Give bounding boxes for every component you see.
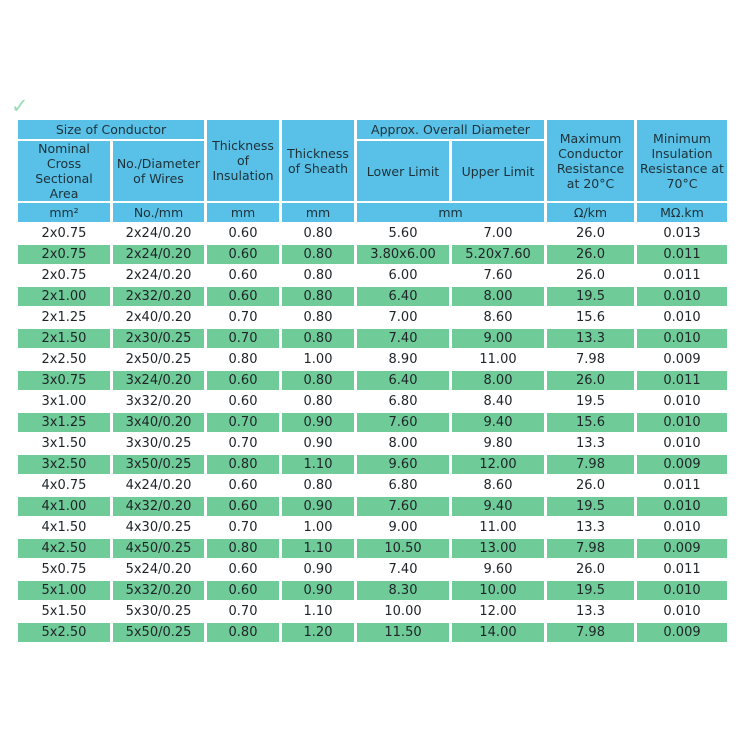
table-row — [18, 602, 727, 621]
cell-thickness-of-insulation: 0.70 — [207, 329, 279, 348]
table-body — [18, 224, 727, 642]
table-row — [18, 329, 727, 348]
unit-resistance: Ω/km — [547, 203, 634, 222]
cell-nominal-cross-sectional-area: 2x0.75 — [18, 266, 110, 285]
cell-no-diameter-of-wires: 2x40/0.20 — [113, 308, 204, 327]
cell-thickness-of-sheath: 0.80 — [282, 371, 354, 390]
cable-spec-table — [15, 118, 730, 644]
cell-max-conductor-resistance: 26.0 — [547, 560, 634, 579]
header-size-of-conductor: Size of Conductor — [18, 120, 204, 139]
cell-upper-limit: 11.00 — [452, 350, 544, 369]
cell-nominal-cross-sectional-area: 3x1.00 — [18, 392, 110, 411]
cell-max-conductor-resistance: 15.6 — [547, 413, 634, 432]
cell-min-insulation-resistance: 0.010 — [637, 329, 727, 348]
cell-max-conductor-resistance: 13.3 — [547, 518, 634, 537]
cell-thickness-of-sheath: 0.80 — [282, 308, 354, 327]
cell-thickness-of-sheath: 0.80 — [282, 476, 354, 495]
cell-thickness-of-sheath: 1.10 — [282, 455, 354, 474]
cell-thickness-of-sheath: 1.10 — [282, 602, 354, 621]
cell-lower-limit: 3.80x6.00 — [357, 245, 449, 264]
cell-thickness-of-sheath: 0.90 — [282, 434, 354, 453]
cell-min-insulation-resistance: 0.010 — [637, 413, 727, 432]
table-row — [18, 266, 727, 285]
cell-upper-limit: 7.00 — [452, 224, 544, 243]
cell-min-insulation-resistance: 0.009 — [637, 350, 727, 369]
cell-lower-limit: 6.40 — [357, 371, 449, 390]
unit-diameter: mm — [357, 203, 544, 222]
cell-thickness-of-sheath: 0.80 — [282, 245, 354, 264]
cell-thickness-of-insulation: 0.60 — [207, 245, 279, 264]
cell-min-insulation-resistance: 0.011 — [637, 560, 727, 579]
header-approx-overall-diameter: Approx. Overall Diameter — [357, 120, 544, 139]
cell-thickness-of-sheath: 0.80 — [282, 392, 354, 411]
unit-insulation: mm — [207, 203, 279, 222]
cell-upper-limit: 9.00 — [452, 329, 544, 348]
cell-thickness-of-sheath: 1.00 — [282, 518, 354, 537]
cell-thickness-of-sheath: 0.90 — [282, 560, 354, 579]
cell-thickness-of-insulation: 0.60 — [207, 560, 279, 579]
cell-lower-limit: 9.60 — [357, 455, 449, 474]
cell-lower-limit: 6.80 — [357, 392, 449, 411]
cell-no-diameter-of-wires: 3x40/0.20 — [113, 413, 204, 432]
cell-no-diameter-of-wires: 2x24/0.20 — [113, 224, 204, 243]
cell-min-insulation-resistance: 0.011 — [637, 266, 727, 285]
cell-no-diameter-of-wires: 3x50/0.25 — [113, 455, 204, 474]
green-checkmark-icon: ✓ — [11, 94, 29, 118]
cell-thickness-of-insulation: 0.60 — [207, 371, 279, 390]
header-upper-limit: Upper Limit — [452, 141, 544, 201]
header-row-groups — [18, 120, 727, 139]
cell-min-insulation-resistance: 0.010 — [637, 581, 727, 600]
cell-no-diameter-of-wires: 4x30/0.25 — [113, 518, 204, 537]
cell-thickness-of-insulation: 0.60 — [207, 581, 279, 600]
cell-max-conductor-resistance: 15.6 — [547, 308, 634, 327]
cell-thickness-of-insulation: 0.60 — [207, 497, 279, 516]
cell-min-insulation-resistance: 0.010 — [637, 518, 727, 537]
table-row — [18, 455, 727, 474]
cell-nominal-cross-sectional-area: 5x1.50 — [18, 602, 110, 621]
cell-min-insulation-resistance: 0.010 — [637, 287, 727, 306]
header-max-conductor-resistance: Maximum Conductor Resistance at 20°C — [547, 120, 634, 201]
cell-thickness-of-sheath: 0.90 — [282, 413, 354, 432]
cell-max-conductor-resistance: 13.3 — [547, 434, 634, 453]
unit-wires: No./mm — [113, 203, 204, 222]
cell-thickness-of-sheath: 1.20 — [282, 623, 354, 642]
cell-upper-limit: 12.00 — [452, 602, 544, 621]
cell-no-diameter-of-wires: 3x32/0.20 — [113, 392, 204, 411]
cell-upper-limit: 13.00 — [452, 539, 544, 558]
cell-thickness-of-insulation: 0.60 — [207, 266, 279, 285]
cell-thickness-of-insulation: 0.70 — [207, 413, 279, 432]
cell-min-insulation-resistance: 0.013 — [637, 224, 727, 243]
cell-min-insulation-resistance: 0.010 — [637, 602, 727, 621]
cell-upper-limit: 8.60 — [452, 308, 544, 327]
cell-no-diameter-of-wires: 4x32/0.20 — [113, 497, 204, 516]
cell-thickness-of-insulation: 0.70 — [207, 434, 279, 453]
cell-min-insulation-resistance: 0.010 — [637, 497, 727, 516]
cell-lower-limit: 6.00 — [357, 266, 449, 285]
cell-nominal-cross-sectional-area: 2x1.00 — [18, 287, 110, 306]
cell-upper-limit: 7.60 — [452, 266, 544, 285]
cell-lower-limit: 10.50 — [357, 539, 449, 558]
cell-nominal-cross-sectional-area: 4x1.00 — [18, 497, 110, 516]
cell-upper-limit: 10.00 — [452, 581, 544, 600]
cell-thickness-of-insulation: 0.70 — [207, 308, 279, 327]
cell-max-conductor-resistance: 7.98 — [547, 455, 634, 474]
cell-upper-limit: 8.60 — [452, 476, 544, 495]
cell-max-conductor-resistance: 19.5 — [547, 287, 634, 306]
cell-thickness-of-insulation: 0.80 — [207, 455, 279, 474]
cell-thickness-of-insulation: 0.70 — [207, 518, 279, 537]
cell-max-conductor-resistance: 13.3 — [547, 602, 634, 621]
cell-lower-limit: 9.00 — [357, 518, 449, 537]
cell-thickness-of-sheath: 0.80 — [282, 266, 354, 285]
cell-nominal-cross-sectional-area: 2x1.50 — [18, 329, 110, 348]
cell-upper-limit: 11.00 — [452, 518, 544, 537]
table-row — [18, 623, 727, 642]
cell-no-diameter-of-wires: 5x30/0.25 — [113, 602, 204, 621]
cell-thickness-of-sheath: 1.10 — [282, 539, 354, 558]
cell-lower-limit: 7.60 — [357, 413, 449, 432]
cell-max-conductor-resistance: 19.5 — [547, 581, 634, 600]
cell-min-insulation-resistance: 0.009 — [637, 539, 727, 558]
cell-nominal-cross-sectional-area: 4x1.50 — [18, 518, 110, 537]
cell-nominal-cross-sectional-area: 2x2.50 — [18, 350, 110, 369]
cell-upper-limit: 5.20x7.60 — [452, 245, 544, 264]
cell-max-conductor-resistance: 26.0 — [547, 476, 634, 495]
table-row — [18, 476, 727, 495]
cell-thickness-of-sheath: 0.80 — [282, 287, 354, 306]
cell-upper-limit: 8.00 — [452, 287, 544, 306]
table-row — [18, 560, 727, 579]
unit-sheath: mm — [282, 203, 354, 222]
cell-thickness-of-sheath: 1.00 — [282, 350, 354, 369]
cell-min-insulation-resistance: 0.010 — [637, 434, 727, 453]
cell-no-diameter-of-wires: 2x50/0.25 — [113, 350, 204, 369]
cell-nominal-cross-sectional-area: 4x2.50 — [18, 539, 110, 558]
cell-upper-limit: 9.60 — [452, 560, 544, 579]
cell-nominal-cross-sectional-area: 5x0.75 — [18, 560, 110, 579]
cell-no-diameter-of-wires: 5x50/0.25 — [113, 623, 204, 642]
cell-min-insulation-resistance: 0.009 — [637, 455, 727, 474]
cell-max-conductor-resistance: 26.0 — [547, 266, 634, 285]
table-row — [18, 539, 727, 558]
cell-nominal-cross-sectional-area: 3x0.75 — [18, 371, 110, 390]
cell-no-diameter-of-wires: 2x24/0.20 — [113, 245, 204, 264]
cell-lower-limit: 8.00 — [357, 434, 449, 453]
cell-nominal-cross-sectional-area: 3x1.50 — [18, 434, 110, 453]
cell-upper-limit: 9.40 — [452, 497, 544, 516]
cell-nominal-cross-sectional-area: 4x0.75 — [18, 476, 110, 495]
table-header — [18, 120, 727, 222]
cell-lower-limit: 11.50 — [357, 623, 449, 642]
cell-max-conductor-resistance: 26.0 — [547, 245, 634, 264]
cell-thickness-of-sheath: 0.90 — [282, 581, 354, 600]
cell-thickness-of-sheath: 0.90 — [282, 497, 354, 516]
cell-lower-limit: 10.00 — [357, 602, 449, 621]
cell-upper-limit: 8.00 — [452, 371, 544, 390]
header-lower-limit: Lower Limit — [357, 141, 449, 201]
cell-nominal-cross-sectional-area: 3x1.25 — [18, 413, 110, 432]
table-row — [18, 497, 727, 516]
cell-thickness-of-insulation: 0.60 — [207, 476, 279, 495]
cell-no-diameter-of-wires: 2x30/0.25 — [113, 329, 204, 348]
cell-lower-limit: 7.40 — [357, 329, 449, 348]
cell-thickness-of-sheath: 0.80 — [282, 224, 354, 243]
cell-nominal-cross-sectional-area: 5x2.50 — [18, 623, 110, 642]
cell-thickness-of-sheath: 0.80 — [282, 329, 354, 348]
cell-nominal-cross-sectional-area: 2x0.75 — [18, 245, 110, 264]
cell-thickness-of-insulation: 0.60 — [207, 392, 279, 411]
cell-no-diameter-of-wires: 3x24/0.20 — [113, 371, 204, 390]
cell-nominal-cross-sectional-area: 2x1.25 — [18, 308, 110, 327]
unit-insulation-resistance: MΩ.km — [637, 203, 727, 222]
table-row — [18, 413, 727, 432]
cell-thickness-of-insulation: 0.60 — [207, 287, 279, 306]
cell-max-conductor-resistance: 19.5 — [547, 497, 634, 516]
cell-max-conductor-resistance: 7.98 — [547, 623, 634, 642]
cell-min-insulation-resistance: 0.011 — [637, 476, 727, 495]
table-row — [18, 434, 727, 453]
table-row — [18, 371, 727, 390]
table-row — [18, 581, 727, 600]
header-thickness-of-sheath: Thickness of Sheath — [282, 120, 354, 201]
table-row — [18, 224, 727, 243]
cell-max-conductor-resistance: 26.0 — [547, 371, 634, 390]
cell-lower-limit: 6.80 — [357, 476, 449, 495]
cell-no-diameter-of-wires: 2x32/0.20 — [113, 287, 204, 306]
cell-min-insulation-resistance: 0.011 — [637, 245, 727, 264]
cell-max-conductor-resistance: 19.5 — [547, 392, 634, 411]
cell-thickness-of-insulation: 0.60 — [207, 224, 279, 243]
cell-min-insulation-resistance: 0.011 — [637, 371, 727, 390]
cell-max-conductor-resistance: 7.98 — [547, 539, 634, 558]
cell-upper-limit: 12.00 — [452, 455, 544, 474]
cell-min-insulation-resistance: 0.010 — [637, 392, 727, 411]
cell-upper-limit: 14.00 — [452, 623, 544, 642]
unit-area: mm² — [18, 203, 110, 222]
cell-thickness-of-insulation: 0.70 — [207, 602, 279, 621]
header-min-insulation-resistance: Minimum Insulation Resistance at 70°C — [637, 120, 727, 201]
cell-no-diameter-of-wires: 4x24/0.20 — [113, 476, 204, 495]
table-row — [18, 350, 727, 369]
table-row — [18, 518, 727, 537]
cell-max-conductor-resistance: 26.0 — [547, 224, 634, 243]
header-thickness-of-insulation: Thickness of Insulation — [207, 120, 279, 201]
cell-lower-limit: 7.40 — [357, 560, 449, 579]
table-row — [18, 245, 727, 264]
cell-no-diameter-of-wires: 5x32/0.20 — [113, 581, 204, 600]
cell-lower-limit: 8.30 — [357, 581, 449, 600]
cell-no-diameter-of-wires: 2x24/0.20 — [113, 266, 204, 285]
cell-lower-limit: 7.60 — [357, 497, 449, 516]
cell-min-insulation-resistance: 0.009 — [637, 623, 727, 642]
cell-no-diameter-of-wires: 5x24/0.20 — [113, 560, 204, 579]
header-no-diameter-of-wires: No./Diameter of Wires — [113, 141, 204, 201]
cell-no-diameter-of-wires: 3x30/0.25 — [113, 434, 204, 453]
table-row — [18, 308, 727, 327]
cell-lower-limit: 6.40 — [357, 287, 449, 306]
cell-lower-limit: 5.60 — [357, 224, 449, 243]
cell-upper-limit: 9.40 — [452, 413, 544, 432]
cell-max-conductor-resistance: 13.3 — [547, 329, 634, 348]
cell-upper-limit: 8.40 — [452, 392, 544, 411]
cell-thickness-of-insulation: 0.80 — [207, 539, 279, 558]
cell-upper-limit: 9.80 — [452, 434, 544, 453]
header-nominal-cross-sectional-area: Nominal Cross Sectional Area — [18, 141, 110, 201]
cell-thickness-of-insulation: 0.80 — [207, 350, 279, 369]
cell-no-diameter-of-wires: 4x50/0.25 — [113, 539, 204, 558]
cell-nominal-cross-sectional-area: 2x0.75 — [18, 224, 110, 243]
cell-lower-limit: 7.00 — [357, 308, 449, 327]
header-row-units — [18, 203, 727, 222]
cell-nominal-cross-sectional-area: 3x2.50 — [18, 455, 110, 474]
cell-lower-limit: 8.90 — [357, 350, 449, 369]
table-row — [18, 392, 727, 411]
cell-nominal-cross-sectional-area: 5x1.00 — [18, 581, 110, 600]
cell-max-conductor-resistance: 7.98 — [547, 350, 634, 369]
cell-min-insulation-resistance: 0.010 — [637, 308, 727, 327]
cell-thickness-of-insulation: 0.80 — [207, 623, 279, 642]
table-row — [18, 287, 727, 306]
